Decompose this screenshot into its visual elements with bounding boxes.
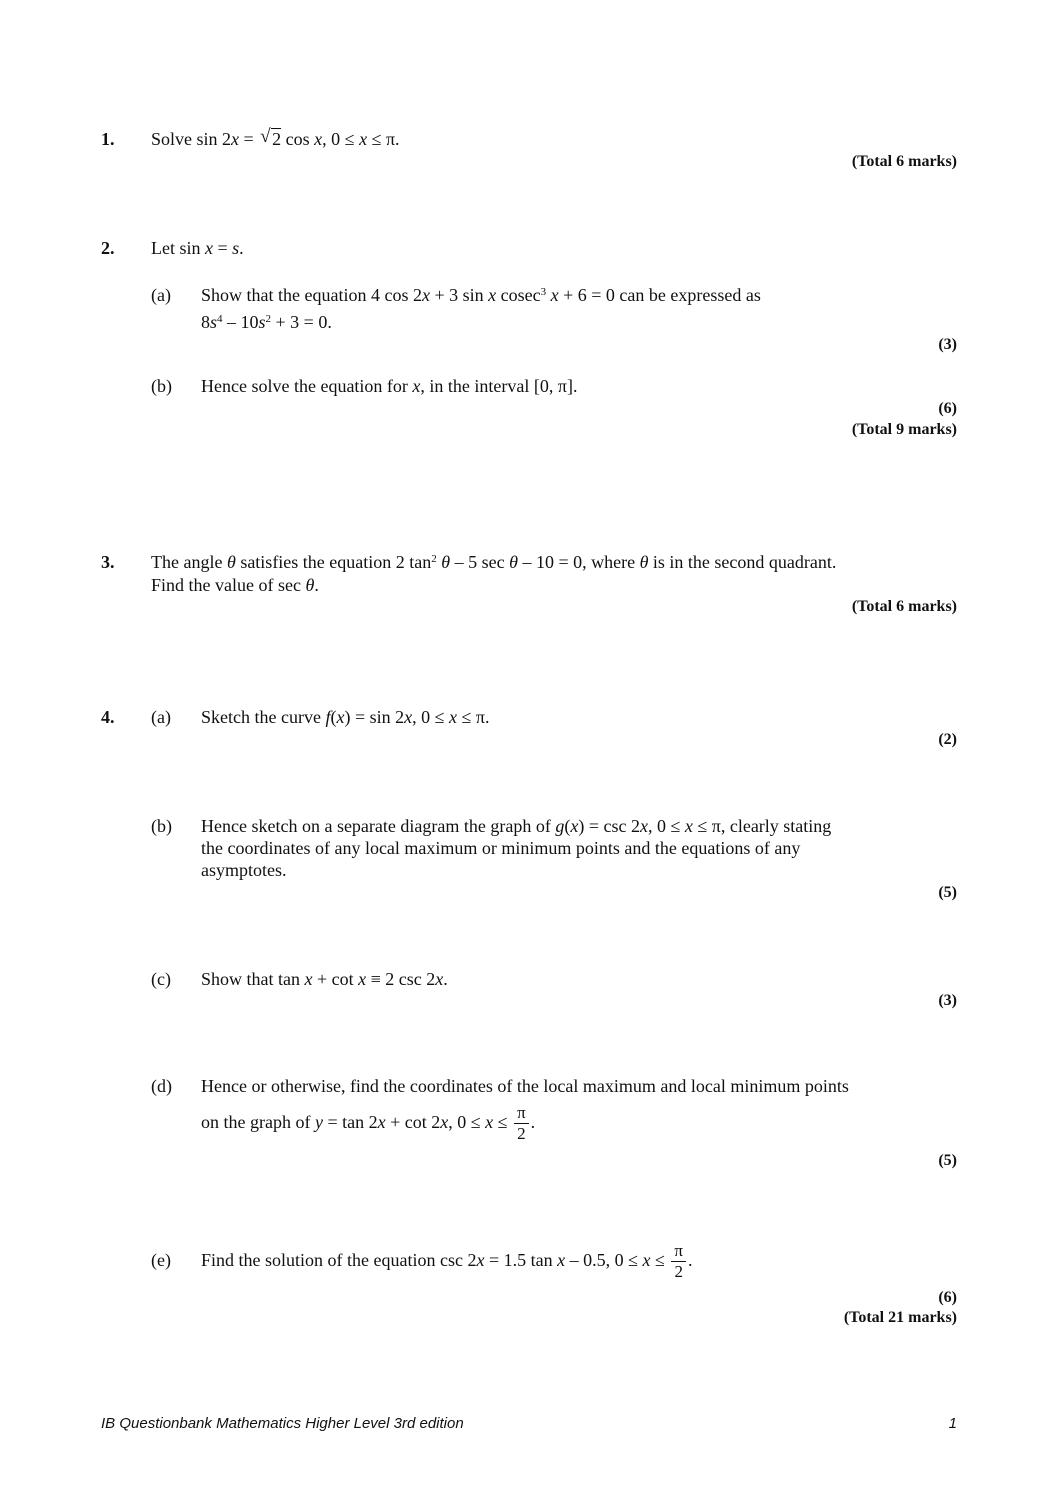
q3-var: θ	[226, 552, 236, 572]
question-2a-line2	[201, 311, 332, 333]
q2a-text-part: Show that the equation 4 cos 2	[201, 285, 422, 305]
q2a-var: x	[421, 285, 430, 305]
q4c-text-part: Show that tan	[201, 969, 305, 989]
q2b-var: x	[412, 376, 421, 396]
q3-text-part: is in the second quadrant.	[648, 552, 837, 572]
question-4e-text	[201, 1240, 693, 1281]
q3-superscript: 2	[431, 553, 437, 565]
q4d-text-part: on the graph of	[201, 1112, 315, 1132]
question-4a-marks: (2)	[938, 731, 957, 748]
q2a-superscript: 3	[540, 286, 547, 298]
q3-text-part: – 10 = 0, where	[517, 552, 640, 572]
question-2a-marks: (3)	[938, 336, 957, 353]
q4b-text-part: (	[564, 816, 571, 836]
q4e-var: x	[476, 1250, 485, 1270]
q4e-text-part: = 1.5 tan	[484, 1250, 558, 1270]
q4a-var: f	[325, 707, 331, 727]
q3-text-part: Find the value of sec	[151, 575, 306, 595]
q4e-text-part: – 0.5, 0 ≤	[565, 1250, 643, 1270]
q4d-text-part: , 0 ≤	[448, 1112, 486, 1132]
question-4e-marks: (6)	[938, 1289, 957, 1306]
q2a-text-part: 8	[201, 312, 210, 332]
q1-text-part: , 0 ≤	[322, 129, 360, 149]
footer-title: IB Questionbank Mathematics Higher Level 3rd edition	[101, 1415, 464, 1432]
sqrt-argument: 2	[272, 129, 282, 149]
q2-text-part: Let sin	[151, 238, 205, 258]
question-4a-label: (a)	[151, 707, 171, 727]
q3-var: θ	[305, 575, 315, 595]
sqrt-symbol: √ 2	[260, 126, 282, 149]
question-1-text	[151, 128, 400, 150]
fraction-pi-over-2	[514, 1104, 529, 1143]
q4a-var: x	[336, 707, 345, 727]
question-4b-label: (b)	[151, 816, 172, 836]
question-2b-label: (b)	[151, 376, 172, 396]
q3-var: θ	[639, 552, 649, 572]
q4c-text-part: + cot	[312, 969, 359, 989]
q2b-text-part: , in the interval [0, π].	[420, 376, 578, 396]
q4b-text-part: ≤ π, clearly stating	[692, 816, 832, 836]
q4a-text-part: , 0 ≤	[412, 707, 450, 727]
q4c-text-part: ≡ 2 csc 2	[366, 969, 436, 989]
q4e-var: x	[642, 1250, 651, 1270]
q4c-text-part: .	[443, 969, 448, 989]
q1-var: x	[314, 129, 323, 149]
q4d-text-part: ≤	[493, 1112, 513, 1132]
question-1-number: 1.	[101, 129, 115, 149]
q4c-var: x	[304, 969, 313, 989]
q2a-text-part: – 10	[222, 312, 259, 332]
q2a-text-part: + 3 = 0.	[271, 312, 332, 332]
question-3-line1	[151, 551, 836, 573]
fraction-denominator: 2	[517, 1124, 526, 1144]
q4d-text-part: + cot 2	[385, 1112, 441, 1132]
q2-var: x	[205, 238, 213, 258]
question-4a-text	[201, 706, 489, 728]
q2-var: s	[232, 238, 240, 258]
question-3-total-marks: (Total 6 marks)	[851, 598, 957, 615]
question-2a-line1	[201, 284, 761, 306]
q3-text-part: – 5 sec	[450, 552, 510, 572]
q4b-var: g	[555, 816, 565, 836]
q3-text-part: .	[314, 575, 319, 595]
q1-var: x	[231, 129, 240, 149]
q4b-text-part: Hence sketch on a separate diagram the graph of	[201, 816, 556, 836]
q4a-var: x	[449, 707, 458, 727]
q4b-var: x	[570, 816, 579, 836]
q4d-text-part: = tan 2	[322, 1112, 378, 1132]
q3-var: θ	[436, 552, 451, 572]
question-2a-label: (a)	[151, 285, 171, 305]
question-4c-label: (c)	[151, 969, 171, 989]
q1-text-part: ≤ π.	[367, 129, 400, 149]
q4a-text-part: ≤ π.	[457, 707, 490, 727]
fraction-denominator: 2	[674, 1262, 683, 1282]
q2a-text-part: + 6 = 0 can be expressed as	[558, 285, 761, 305]
q4b-text-part: ) = csc 2	[578, 816, 640, 836]
q3-var: θ	[509, 552, 518, 572]
q4d-var: x	[440, 1112, 449, 1132]
fraction-pi-over-2	[671, 1242, 686, 1281]
q4a-text-part: Sketch the curve	[201, 707, 326, 727]
q2a-var: x	[488, 285, 497, 305]
q4d-var: y	[314, 1112, 323, 1132]
question-4b-line2: the coordinates of any local maximum or minimum points and the equations of any	[201, 838, 801, 858]
question-4d-line1: Hence or otherwise, find the coordinates of the local maximum and local minimum points	[201, 1076, 849, 1096]
question-4-total-marks: (Total 21 marks)	[843, 1309, 957, 1326]
q1-text-part: =	[239, 129, 259, 149]
footer-page-number: 1	[948, 1415, 957, 1432]
question-4d-line2	[201, 1102, 535, 1143]
q4d-var: x	[485, 1112, 494, 1132]
q2-text-part: .	[239, 238, 244, 258]
q2a-text-part: + 3 sin	[429, 285, 489, 305]
question-2-total-marks: (Total 9 marks)	[851, 421, 957, 438]
q2a-var: x	[546, 285, 559, 305]
question-4b-line1	[201, 815, 831, 837]
question-2-number: 2.	[101, 238, 115, 258]
q2a-var: s	[258, 312, 266, 332]
question-4b-line3: asymptotes.	[201, 860, 287, 880]
question-3-number: 3.	[101, 552, 115, 572]
q3-text-part: satisfies the equation 2 tan	[235, 552, 432, 572]
q4e-text-part: Find the solution of the equation csc 2	[201, 1250, 477, 1270]
q1-text-part: cos	[281, 129, 315, 149]
question-2-intro	[151, 237, 244, 259]
fraction-numerator: π	[671, 1242, 686, 1262]
q4d-var: x	[377, 1112, 386, 1132]
question-1-total-marks: (Total 6 marks)	[851, 153, 957, 170]
question-2b-text	[201, 375, 577, 397]
q4b-var: x	[684, 816, 693, 836]
question-3-line2	[151, 574, 319, 596]
q4a-text-part: ) = sin 2	[344, 707, 405, 727]
q2a-superscript: 2	[265, 313, 272, 325]
q4b-var: x	[639, 816, 648, 836]
q4c-var: x	[358, 969, 367, 989]
q2b-text-part: Hence solve the equation for	[201, 376, 413, 396]
q2a-var: s	[210, 312, 218, 332]
q4e-text-part: ≤	[650, 1250, 670, 1270]
question-4-number: 4.	[101, 707, 115, 727]
q2a-text-part: cosec	[496, 285, 541, 305]
q4e-text-part: .	[688, 1250, 693, 1270]
q4a-text-part: (	[330, 707, 337, 727]
question-4e-label: (e)	[151, 1250, 171, 1270]
q1-text-part: Solve sin 2	[151, 129, 232, 149]
q2a-superscript: 4	[217, 313, 223, 325]
question-4d-marks: (5)	[938, 1152, 957, 1169]
question-2b-marks: (6)	[938, 400, 957, 417]
q4a-var: x	[404, 707, 413, 727]
q1-var: x	[359, 129, 368, 149]
q4d-text-part: .	[530, 1112, 536, 1132]
question-4b-marks: (5)	[938, 884, 957, 901]
question-4c-text	[201, 968, 448, 990]
fraction-numerator: π	[514, 1104, 529, 1124]
q4b-text-part: , 0 ≤	[647, 816, 685, 836]
question-4c-marks: (3)	[938, 992, 957, 1009]
q4c-var: x	[435, 969, 444, 989]
q2-text-part: =	[213, 238, 233, 258]
q4e-var: x	[557, 1250, 566, 1270]
question-4d-label: (d)	[151, 1076, 172, 1096]
q3-text-part: The angle	[151, 552, 227, 572]
